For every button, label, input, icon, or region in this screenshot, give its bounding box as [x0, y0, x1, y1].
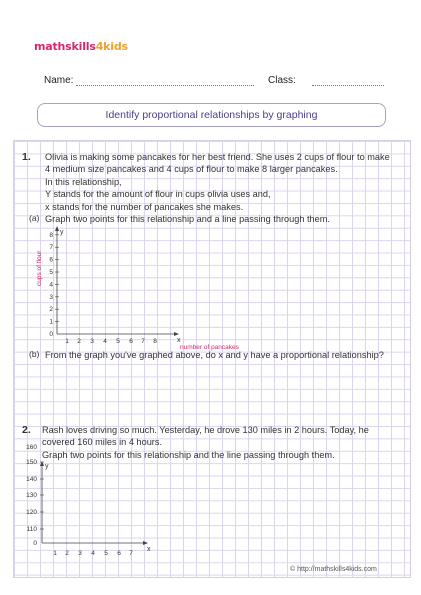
graph-1-y-tick: 4 [49, 281, 53, 289]
graph-1-y-tick: 7 [49, 244, 53, 252]
graph-1-x-tick: 7 [141, 338, 145, 345]
graph-1-y-tick: 5 [49, 269, 53, 276]
graph-1-x-tick: 5 [116, 338, 120, 345]
question-2-number: 2. [22, 424, 31, 436]
question-2-line-3: Graph two points for this relationship and the line passing through them. [42, 449, 335, 460]
graph-2-x-tick: 1 [53, 550, 57, 557]
graph-2-x-arrow [143, 541, 148, 545]
graph-1-x-tick: 1 [65, 338, 69, 345]
graph-1-y-label: cups of flour [36, 250, 43, 286]
graph-1-x-tick: 2 [77, 338, 81, 345]
graph-2-y-name: y [45, 463, 49, 470]
class-label: Class: [268, 75, 296, 86]
graph-1-x-tick: 6 [129, 338, 133, 345]
question-1-line-1: Olivia is making some pancakes for her best friend. She uses 2 cups of flour to make [45, 152, 390, 162]
graph-2-x-tick: 6 [117, 550, 121, 557]
graph-1-y-tick: 2 [49, 306, 53, 314]
graph-2-y-tick: 130 [26, 492, 37, 499]
part-a-text: Graph two points for this relationship and a line passing through them. [45, 214, 330, 224]
graph-2-x-tick: 4 [91, 550, 95, 557]
question-2-line-1: Rash loves driving so much. Yesterday, he drove 130 miles in 2 hours. Today, he [42, 425, 369, 435]
graph-2-y-tick: 0 [33, 540, 37, 547]
graph-1-x-tick: 8 [153, 338, 157, 345]
logo-accent: 4kids [95, 40, 128, 53]
part-b-tag: (b) [29, 349, 40, 359]
worksheet-title: Identify proportional relationships by graphing [37, 103, 386, 127]
question-1-number: 1. [22, 151, 31, 163]
question-2-line-2: covered 160 miles in 4 hours. [42, 437, 163, 448]
graph-1-x-tick: 3 [90, 338, 94, 345]
graph-2-x-tick: 7 [129, 550, 133, 557]
graph-2-x-tick: 3 [78, 550, 82, 557]
graph-1-x-label: number of pancakes [180, 344, 239, 351]
question-1-line-5: x stands for the number of pancakes she makes. [45, 201, 244, 212]
graph-1-y-tick: 0 [49, 331, 53, 338]
question-1-line-2: 4 medium size pancakes and 4 cups of flour to make 8 larger pancakes. [45, 164, 338, 175]
name-label: Name: [44, 75, 74, 86]
logo-main: mathskills [34, 40, 96, 53]
graph-1-x-name: x [177, 337, 181, 344]
graph-2-y-ticks [26, 444, 37, 547]
graph-1-y-tick: 8 [49, 231, 53, 239]
graph-2-y-tick: 150 [26, 459, 37, 466]
graph-1-y-tick: 1 [49, 318, 53, 326]
graph-1-y-tick: 3 [49, 293, 53, 301]
graph-1-x-tick: 4 [103, 338, 107, 345]
question-1-line-4: Y stands for the amount of flour in cups olivia uses and, [45, 189, 271, 200]
graph-2-x-tick: 5 [104, 550, 108, 557]
footer-credit: © http://mathskills4kids.com [290, 566, 377, 573]
graph-2-x-ticks [53, 550, 133, 557]
graph-2-y-tick: 140 [26, 476, 37, 483]
graph-2-x-name: x [147, 546, 151, 553]
graph-1-y-name: y [60, 229, 64, 236]
graph-2-y-tick: 160 [26, 444, 37, 451]
part-b-text: From the graph you've graphed above, do x and y have a proportional relationship? [45, 350, 384, 360]
graph-2-x-tick: 2 [65, 550, 69, 557]
question-1-line-3: In this relationship, [45, 176, 122, 187]
graph-2-y-tick: 110 [26, 526, 37, 533]
graph-2-y-tick: 120 [26, 509, 37, 516]
graph-1-y-tick: 6 [49, 256, 53, 264]
part-a-tag: (a) [29, 213, 40, 223]
